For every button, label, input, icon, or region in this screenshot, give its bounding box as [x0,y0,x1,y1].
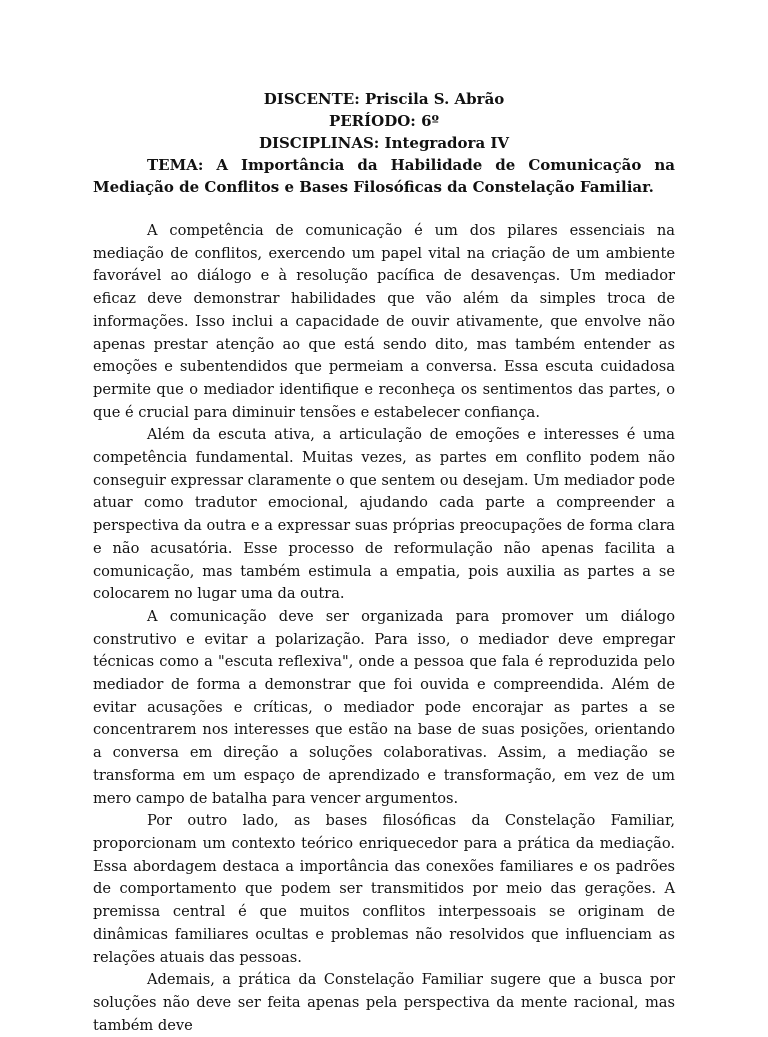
paragraph-5: Ademais, a prática da Constelação Familiar sugere que a busca por soluções não deve ser feita apenas pela perspectiva da mente racional, mas também deve [93,971,675,1034]
paragraph-4: Por outro lado, as bases filosóficas da Constelação Familiar, proporcionam um contexto teórico enriquecedor para a prática da mediação. Essa abordagem destaca a importância das conexões familiares e os padrões de comportamento que podem ser transmitidos por meio das gerações. A premissa central é que muitos conflitos interpessoais se originam de dinâmicas familiares ocultas e problemas não resolvidos que influenciam as relações atuais das pessoas. [93,812,675,966]
student-name: DISCENTE: Priscila S. Abrão [263,90,505,108]
paragraph-1: A competência de comunicação é um dos pilares essenciais na mediação de conflitos, exercendo um papel vital na criação de um ambiente favorável ao diálogo e à resolução pacífica de desavenças. Um mediador eficaz deve demonstrar habilidades que vão além da simples troca de informações. Isso inclui a capacidade de ouvir ativamente, que envolve não apenas prestar atenção ao que está sendo dito, mas também entender as emoções e subentendidos que permeiam a conversa. Essa escuta cuidadosa permite que o mediador identifique e reconheça os sentimentos das partes, o que é crucial para diminuir tensões e estabelecer confiança. [93,222,675,421]
theme-title: TEMA: A Importância da Habilidade de Comunicação na Mediação de Conflitos e Bases Filosóficas da Constelação Familiar. [93,156,675,196]
document-header [93,88,675,198]
period: PERÍODO: 6º [328,112,440,130]
document-body [93,220,675,1037]
disciplines: DISCIPLINAS: Integradora IV [258,134,510,152]
paragraph-2: Além da escuta ativa, a articulação de emoções e interesses é uma competência fundamental. Muitas vezes, as partes em conflito podem não conseguir expressar claramente o que sentem ou desejam. Um mediador pode atuar como tradutor emocional, ajudando cada parte a compreender a perspectiva da outra e a expressar suas próprias preocupações de forma clara e não acusatória. Esse processo de reformulação não apenas facilita a comunicação, mas também estimula a empatia, pois auxilia as partes a se colocarem no lugar uma da outra. [93,426,675,603]
paragraph-3: A comunicação deve ser organizada para promover um diálogo construtivo e evitar a polarização. Para isso, o mediador deve empregar técnicas como a "escuta reflexiva", onde a pessoa que fala é reproduzida pelo mediador de forma a demonstrar que foi ouvida e compreendida. Além de evitar acusações e críticas, o mediador pode encorajar as partes a se concentrarem nos interesses que estão na base de suas posições, orientando a conversa em direção a soluções colaborativas. Assim, a mediação se transforma em um espaço de aprendizado e transformação, em vez de um mero campo de batalha para vencer argumentos. [93,607,675,807]
